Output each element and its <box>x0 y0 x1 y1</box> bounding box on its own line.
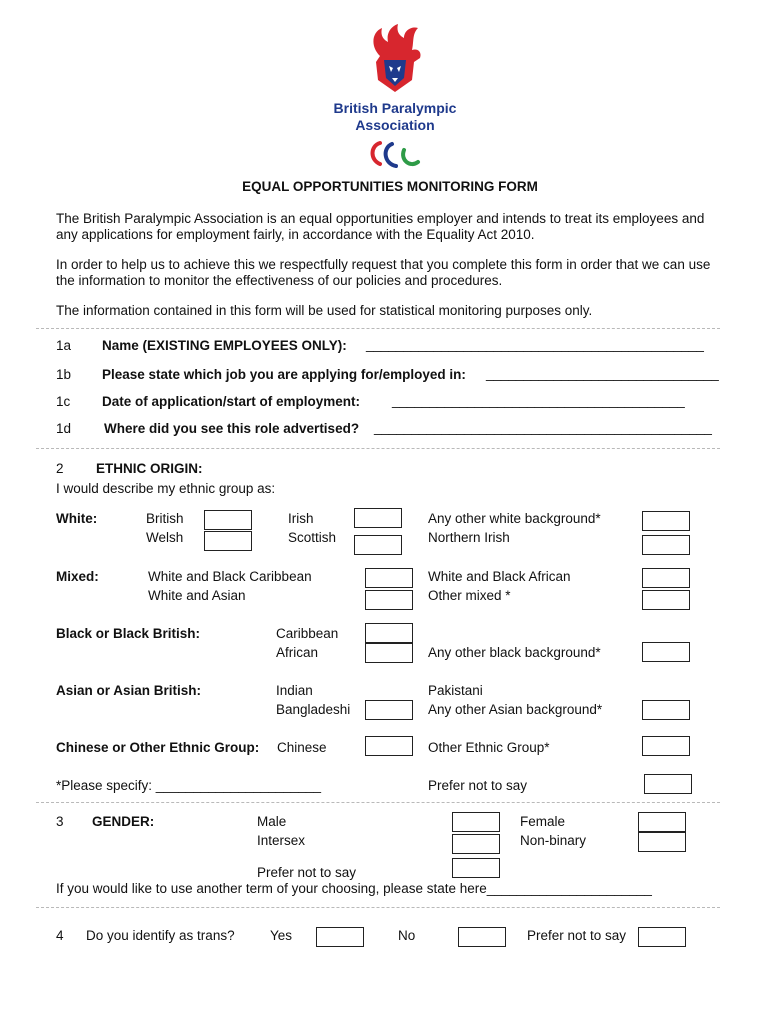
pakistani-label: Pakistani <box>428 683 483 698</box>
other-asian-label: Any other Asian background* <box>428 702 603 717</box>
q1d-answer-line[interactable]: _____________________________________________ <box>374 420 712 435</box>
org-name-line1: British Paralympic <box>333 100 457 116</box>
q3-number: 3 <box>56 814 64 829</box>
section-divider <box>36 448 720 449</box>
female-checkbox[interactable] <box>638 812 686 832</box>
asian-group-label: Asian or Asian British: <box>56 683 202 698</box>
other-ethnic-group-label: Other Ethnic Group* <box>428 740 550 755</box>
q1d-label: Where did you see this role advertised? <box>104 421 360 436</box>
bangladeshi-label: Bangladeshi <box>276 702 351 717</box>
ethnic-prefer-not-checkbox[interactable] <box>644 774 692 794</box>
black-group-label: Black or Black British: <box>56 626 201 641</box>
q1c-answer-line[interactable]: _______________________________________ <box>392 393 685 408</box>
white-black-caribbean-checkbox[interactable] <box>365 568 413 588</box>
q1a-number: 1a <box>56 338 72 353</box>
q1d-number: 1d <box>56 421 72 436</box>
q1c-number: 1c <box>56 394 71 409</box>
q1a-label: Name (EXISTING EMPLOYEES ONLY): <box>102 338 347 353</box>
intro-paragraph-3: The information contained in this form will be used for statistical monitoring purposes only. <box>56 303 593 318</box>
org-name-line2: Association <box>355 117 435 133</box>
other-term-field[interactable]: If you would like to use another term of your choosing, please state here______________________ <box>56 881 652 896</box>
q1b-number: 1b <box>56 367 72 382</box>
q4-question: Do you identify as trans? <box>86 928 235 943</box>
intersex-checkbox[interactable] <box>452 834 500 854</box>
trans-no-label: No <box>398 928 416 943</box>
african-checkbox[interactable] <box>365 643 413 663</box>
intro-paragraph-2: In order to help us to achieve this we respectfully request that you complete this form in order that we can use the information to monitor the effectiveness of our policies and procedures. <box>56 257 711 288</box>
gender-prefer-not-checkbox[interactable] <box>452 858 500 878</box>
non-binary-label: Non-binary <box>520 833 587 848</box>
welsh-checkbox[interactable] <box>204 531 252 551</box>
white-asian-label: White and Asian <box>148 588 246 603</box>
other-black-label: Any other black background* <box>428 645 601 660</box>
intro-paragraph-1: The British Paralympic Association is an equal opportunities employer and intends to treat its employees and any applications for employment fairly, in accordance with the Equality Act 2010. <box>56 211 705 242</box>
irish-checkbox[interactable] <box>354 508 402 528</box>
white-black-african-checkbox[interactable] <box>642 568 690 588</box>
caribbean-label: Caribbean <box>276 626 339 641</box>
indian-label: Indian <box>276 683 313 698</box>
lion-emblem-icon <box>362 22 428 94</box>
agitos-icon <box>366 138 424 170</box>
trans-yes-label: Yes <box>270 928 293 943</box>
british-checkbox[interactable] <box>204 510 252 530</box>
white-group-label: White: <box>56 511 98 526</box>
african-label: African <box>276 645 319 660</box>
trans-yes-checkbox[interactable] <box>316 927 364 947</box>
other-ethnic-group-checkbox[interactable] <box>642 736 690 756</box>
caribbean-checkbox[interactable] <box>365 623 413 643</box>
section-divider <box>36 907 720 908</box>
chinese-label: Chinese <box>277 740 327 755</box>
white-asian-checkbox[interactable] <box>365 590 413 610</box>
intersex-label: Intersex <box>257 833 306 848</box>
scottish-label: Scottish <box>288 530 337 545</box>
q4-number: 4 <box>56 928 64 943</box>
chinese-other-group-label: Chinese or Other Ethnic Group: <box>56 740 260 755</box>
section-divider <box>36 328 720 329</box>
q3-heading: GENDER: <box>92 814 155 829</box>
welsh-label: Welsh <box>146 530 184 545</box>
bangladeshi-checkbox[interactable] <box>365 700 413 720</box>
female-label: Female <box>520 814 566 829</box>
trans-no-checkbox[interactable] <box>458 927 506 947</box>
trans-prefer-not-checkbox[interactable] <box>638 927 686 947</box>
form-title: EQUAL OPPORTUNITIES MONITORING FORM <box>242 179 538 194</box>
other-mixed-label: Other mixed * <box>428 588 511 603</box>
non-binary-checkbox[interactable] <box>638 832 686 852</box>
mixed-group-label: Mixed: <box>56 569 99 584</box>
white-black-caribbean-label: White and Black Caribbean <box>148 569 312 584</box>
chinese-checkbox[interactable] <box>365 736 413 756</box>
male-label: Male <box>257 814 287 829</box>
ethnic-prefer-not-label: Prefer not to say <box>428 778 528 793</box>
northern-irish-label: Northern Irish <box>428 530 510 545</box>
trans-prefer-not-label: Prefer not to say <box>527 928 627 943</box>
q2-heading: ETHNIC ORIGIN: <box>96 461 203 476</box>
q1b-label: Please state which job you are applying for/employed in: <box>102 367 466 382</box>
other-white-checkbox[interactable] <box>642 511 690 531</box>
q1a-answer-line[interactable]: _____________________________________________ <box>366 337 704 352</box>
northern-irish-checkbox[interactable] <box>642 535 690 555</box>
other-mixed-checkbox[interactable] <box>642 590 690 610</box>
male-checkbox[interactable] <box>452 812 500 832</box>
q1b-answer-line[interactable]: _______________________________ <box>486 366 719 381</box>
please-specify-field[interactable]: *Please specify: ______________________ <box>56 778 321 793</box>
gender-prefer-not-label: Prefer not to say <box>257 865 357 880</box>
other-asian-checkbox[interactable] <box>642 700 690 720</box>
british-label: British <box>146 511 184 526</box>
irish-label: Irish <box>288 511 314 526</box>
other-black-checkbox[interactable] <box>642 642 690 662</box>
q2-intro: I would describe my ethnic group as: <box>56 481 276 496</box>
other-white-label: Any other white background* <box>428 511 601 526</box>
q2-number: 2 <box>56 461 64 476</box>
white-black-african-label: White and Black African <box>428 569 571 584</box>
section-divider <box>36 802 720 803</box>
q1c-label: Date of application/start of employment: <box>102 394 361 409</box>
scottish-checkbox[interactable] <box>354 535 402 555</box>
